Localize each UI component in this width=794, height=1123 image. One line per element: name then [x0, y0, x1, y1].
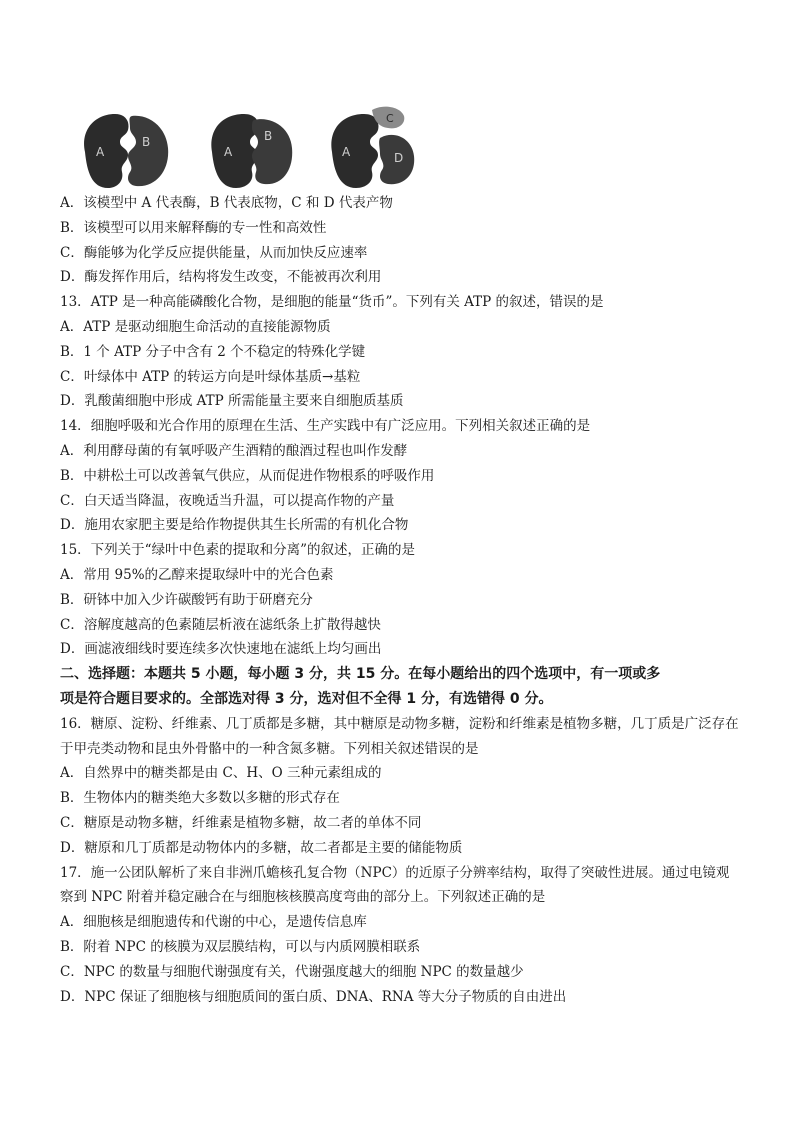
section-2-heading-line-1: 二、选择题：本题共 5 小题，每小题 3 分，共 15 分。在每小题给出的四个选项中，有一项或多: [60, 666, 661, 683]
q15-option-a: A．常用 95%的乙醇来提取绿叶中的光合色素: [60, 566, 334, 583]
q12-option-c: C．酶能够为化学反应提供能量，从而加快反应速率: [60, 244, 368, 261]
section-2-heading-line-2: 项是符合题目要求的。全部选对得 3 分，选对但不全得 1 分，有选错得 0 分。: [60, 690, 553, 707]
q17-stem: 17．施一公团队解析了来自非洲爪蟾核孔复合物（NPC）的近原子分辨率结构，取得了突破性进展。通过电镜观察到 NPC 附着并稳定融合在与细胞核核膜高度弯曲的部分上。下列叙述正确的是: [60, 864, 730, 906]
figure-label: A: [96, 145, 105, 159]
q17-option-a: A．细胞核是细胞遗传和代谢的中心，是遗传信息库: [60, 914, 367, 931]
q12-option-a: A．该模型中 A 代表酶，B 代表底物，C 和 D 代表产物: [60, 195, 393, 211]
q17-option-d: D．NPC 保证了细胞核与细胞质间的蛋白质、DNA、RNA 等大分子物质的自由进出: [60, 988, 567, 1005]
q14-option-d: D．施用农家肥主要是给作物提供其生长所需的有机化合物: [60, 517, 409, 534]
q17-option-b: B．附着 NPC 的核膜为双层膜结构，可以与内质网膜相联系: [60, 938, 421, 955]
enzyme-model-figure: [70, 100, 430, 200]
q16-option-b: B．生物体内的糖类绝大多数以多糖的形式存在: [60, 790, 340, 807]
q15-option-b: B．研钵中加入少许碳酸钙有助于研磨充分: [60, 591, 313, 608]
q15-option-c: C．溶解度越高的色素随层析液在滤纸条上扩散得越快: [60, 616, 381, 633]
figure-label: A: [224, 145, 233, 159]
q13-stem: 13．ATP 是一种高能磷酸化合物，是细胞的能量“货币”。下列有关 ATP 的叙述，错误的是: [60, 294, 604, 311]
q13-option-b: B．1 个 ATP 分子中含有 2 个不稳定的特殊化学键: [60, 343, 366, 360]
q15-option-d: D．画滤液细线时要连续多次快速地在滤纸上均匀画出: [60, 641, 382, 658]
q15-stem: 15．下列关于“绿叶中色素的提取和分离”的叙述，正确的是: [60, 542, 415, 559]
figure-label: B: [264, 129, 273, 143]
figure-label: A: [342, 145, 351, 159]
q17-option-c: C．NPC 的数量与细胞代谢强度有关，代谢强度越大的细胞 NPC 的数量越少: [60, 963, 524, 980]
figure-panel-1: [70, 100, 180, 200]
figure-label: B: [142, 135, 151, 149]
q12-option-d: D．酶发挥作用后，结构将发生改变，不能被再次利用: [60, 269, 382, 286]
q13-option-a: A．ATP 是驱动细胞生命活动的直接能源物质: [60, 318, 331, 335]
q14-option-c: C．白天适当降温，夜晚适当升温，可以提高作物的产量: [60, 492, 395, 509]
q14-option-b: B．中耕松土可以改善氧气供应，从而促进作物根系的呼吸作用: [60, 467, 435, 484]
figure-panel-2: [200, 100, 310, 200]
q16-option-c: C．糖原是动物多糖，纤维素是植物多糖，故二者的单体不同: [60, 814, 422, 831]
figure-label: C: [386, 112, 394, 125]
q14-option-a: A．利用酵母菌的有氧呼吸产生酒精的酿酒过程也叫作发酵: [60, 442, 408, 459]
question-content: [60, 191, 740, 1009]
q13-option-d: D．乳酸菌细胞中形成 ATP 所需能量主要来自细胞质基质: [60, 393, 404, 410]
figure-label: D: [394, 151, 404, 165]
q14-stem: 14．细胞呼吸和光合作用的原理在生活、生产实践中有广泛应用。下列相关叙述正确的是: [60, 418, 591, 435]
figure-panel-3: [320, 100, 430, 200]
q16-option-a: A．自然界中的糖类都是由 C、H、O 三种元素组成的: [60, 765, 382, 782]
q16-option-d: D．糖原和几丁质都是动物体内的多糖，故二者都是主要的储能物质: [60, 839, 463, 856]
q12-option-b: B．该模型可以用来解释酶的专一性和高效性: [60, 219, 327, 236]
q13-option-c: C．叶绿体中 ATP 的转运方向是叶绿体基质→基粒: [60, 368, 361, 385]
q16-stem: 16．糖原、淀粉、纤维素、几丁质都是多糖，其中糖原是动物多糖，淀粉和纤维素是植物多糖，几丁质是广泛存在于甲壳类动物和昆虫外骨骼中的一种含氮多糖。下列相关叙述错误的是: [60, 715, 739, 757]
